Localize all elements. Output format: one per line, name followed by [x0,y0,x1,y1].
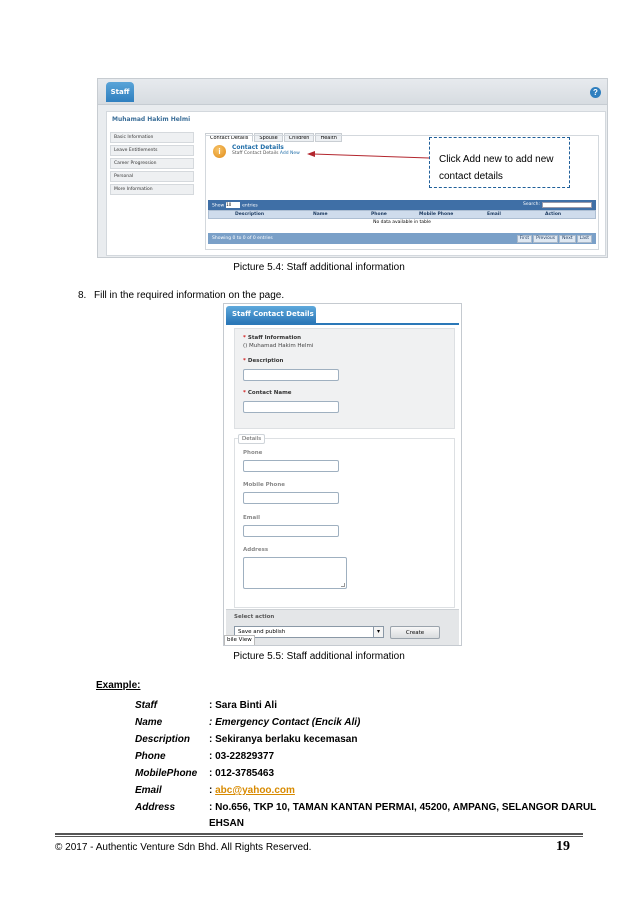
staff-name: Muhamad Hakim Helmi [112,116,191,123]
address-textarea[interactable] [243,557,347,589]
table-footer [208,233,596,244]
add-new-link[interactable]: Add New [279,151,300,156]
email-input[interactable] [243,525,339,537]
callout-line2: contact details [439,171,503,182]
step-number: 8. [78,290,87,301]
example-key: Email [135,785,162,796]
form-header-tab: Staff Contact Details [226,306,316,323]
email-link[interactable]: abc@yahoo.com [215,785,295,796]
description-label: * Description [243,358,284,364]
side-menu-item-career[interactable]: Career Progression [110,158,194,169]
callout-line1: Click Add new to add new [439,154,554,165]
pager-next[interactable]: Next [559,235,575,243]
phone-input[interactable] [243,460,339,472]
footer-rule-thin [55,836,583,837]
mobile-phone-input[interactable] [243,492,339,504]
example-key: MobilePhone [135,768,198,779]
no-data-row: No data available in table [373,220,431,225]
entries-select[interactable]: 10 [226,202,240,208]
mobile-phone-label: Mobile Phone [243,482,285,488]
mobile-view-link[interactable]: bile View [224,635,255,646]
example-value: : Emergency Contact (Encik Ali) [209,717,361,728]
table-toolbar [208,200,596,210]
col-description[interactable]: Description [235,212,265,217]
step-8 [78,290,284,301]
example-key: Name [135,717,163,728]
email-prefix: : [209,785,216,796]
showing-info: Showing 0 to 0 of 0 entries [212,236,273,241]
example-value-continuation: EHSAN [209,818,245,829]
phone-label: Phone [243,450,263,456]
col-name[interactable]: Name [313,212,328,217]
staff-contact-form-screenshot [223,303,462,646]
staff-app-tab[interactable]: Staff [106,82,134,102]
tab-health[interactable]: Health [315,133,341,142]
example-value: : No.656, TKP 10, TAMAN KANTAN PERMAI, 45200, AMPANG, SELANGOR DARUL [209,802,597,813]
pager-last[interactable]: Last [577,235,592,243]
pager-first[interactable]: First [517,235,532,243]
header-underline [226,323,459,325]
contact-details-title: Contact Details [232,144,284,151]
callout-box [429,137,570,188]
side-menu-item-personal[interactable]: Personal [110,171,194,182]
tab-contact-details[interactable]: Contact Details [205,133,253,142]
contact-name-input[interactable] [243,401,339,413]
resize-grip-icon[interactable] [341,583,345,587]
example-key: Description [135,734,191,745]
info-icon: i [213,145,226,158]
contact-name-label: * Contact Name [243,390,292,396]
example-key: Address [135,802,176,813]
search-input[interactable] [542,202,592,208]
callout-arrow [305,148,435,162]
email-label: Email [243,515,260,521]
contact-sub-label: Staff Contact Details [232,151,279,156]
col-mobile-phone[interactable]: Mobile Phone [419,212,454,217]
action-bar [226,609,459,645]
action-select[interactable] [234,626,384,638]
side-menu-item-basic[interactable]: Basic Information [110,132,194,143]
example-value: : 012-3785463 [209,768,275,779]
example-value: : Sekiranya berlaku kecemasan [209,734,358,745]
staff-info-value: () Muhamad Hakim Helmi [243,343,314,349]
caption-picture-5-4: Picture 5.4: Staff additional information [233,262,405,273]
example-value: : 03-22829377 [209,751,275,762]
example-value [209,785,295,796]
example-title: Example: [96,680,141,691]
help-icon[interactable]: ? [590,87,601,98]
show-suffix: entries [242,203,258,209]
tab-children[interactable]: Children [284,133,315,142]
app-bar [98,79,607,105]
select-action-label: Select action [234,614,275,620]
search-label: Search: [523,202,540,207]
caption-picture-5-5: Picture 5.5: Staff additional information [233,651,405,662]
side-menu-item-leave[interactable]: Leave Entitlements [110,145,194,156]
pager [516,235,592,243]
table-header [208,210,596,219]
tab-spouse[interactable]: Spouse [254,133,282,142]
example-key: Phone [135,751,166,762]
create-button[interactable]: Create [390,626,440,639]
col-phone[interactable]: Phone [371,212,387,217]
show-prefix: Show [212,203,225,209]
side-menu [110,132,194,197]
show-entries [212,202,258,209]
contact-details-subtitle [232,151,300,156]
action-select-value: Save and publish [238,629,286,635]
address-label: Address [243,547,269,553]
chevron-down-icon[interactable]: ▾ [373,627,383,637]
example-key: Staff [135,700,158,711]
step-text: Fill in the required information on the page. [94,290,285,301]
page-number: 19 [556,839,570,854]
side-menu-item-more[interactable]: More Information [110,184,194,195]
col-email[interactable]: Email [487,212,501,217]
col-action[interactable]: Action [545,212,562,217]
pager-previous[interactable]: Previous [533,235,558,243]
footer-copyright: © 2017 - Authentic Venture Sdn Bhd. All Rights Reserved. [55,842,312,853]
details-legend: Details [238,434,265,444]
example-value: : Sara Binti Ali [209,700,277,711]
footer-rule [55,833,583,835]
staff-info-label: * Staff Information [243,335,302,341]
description-input[interactable] [243,369,339,381]
